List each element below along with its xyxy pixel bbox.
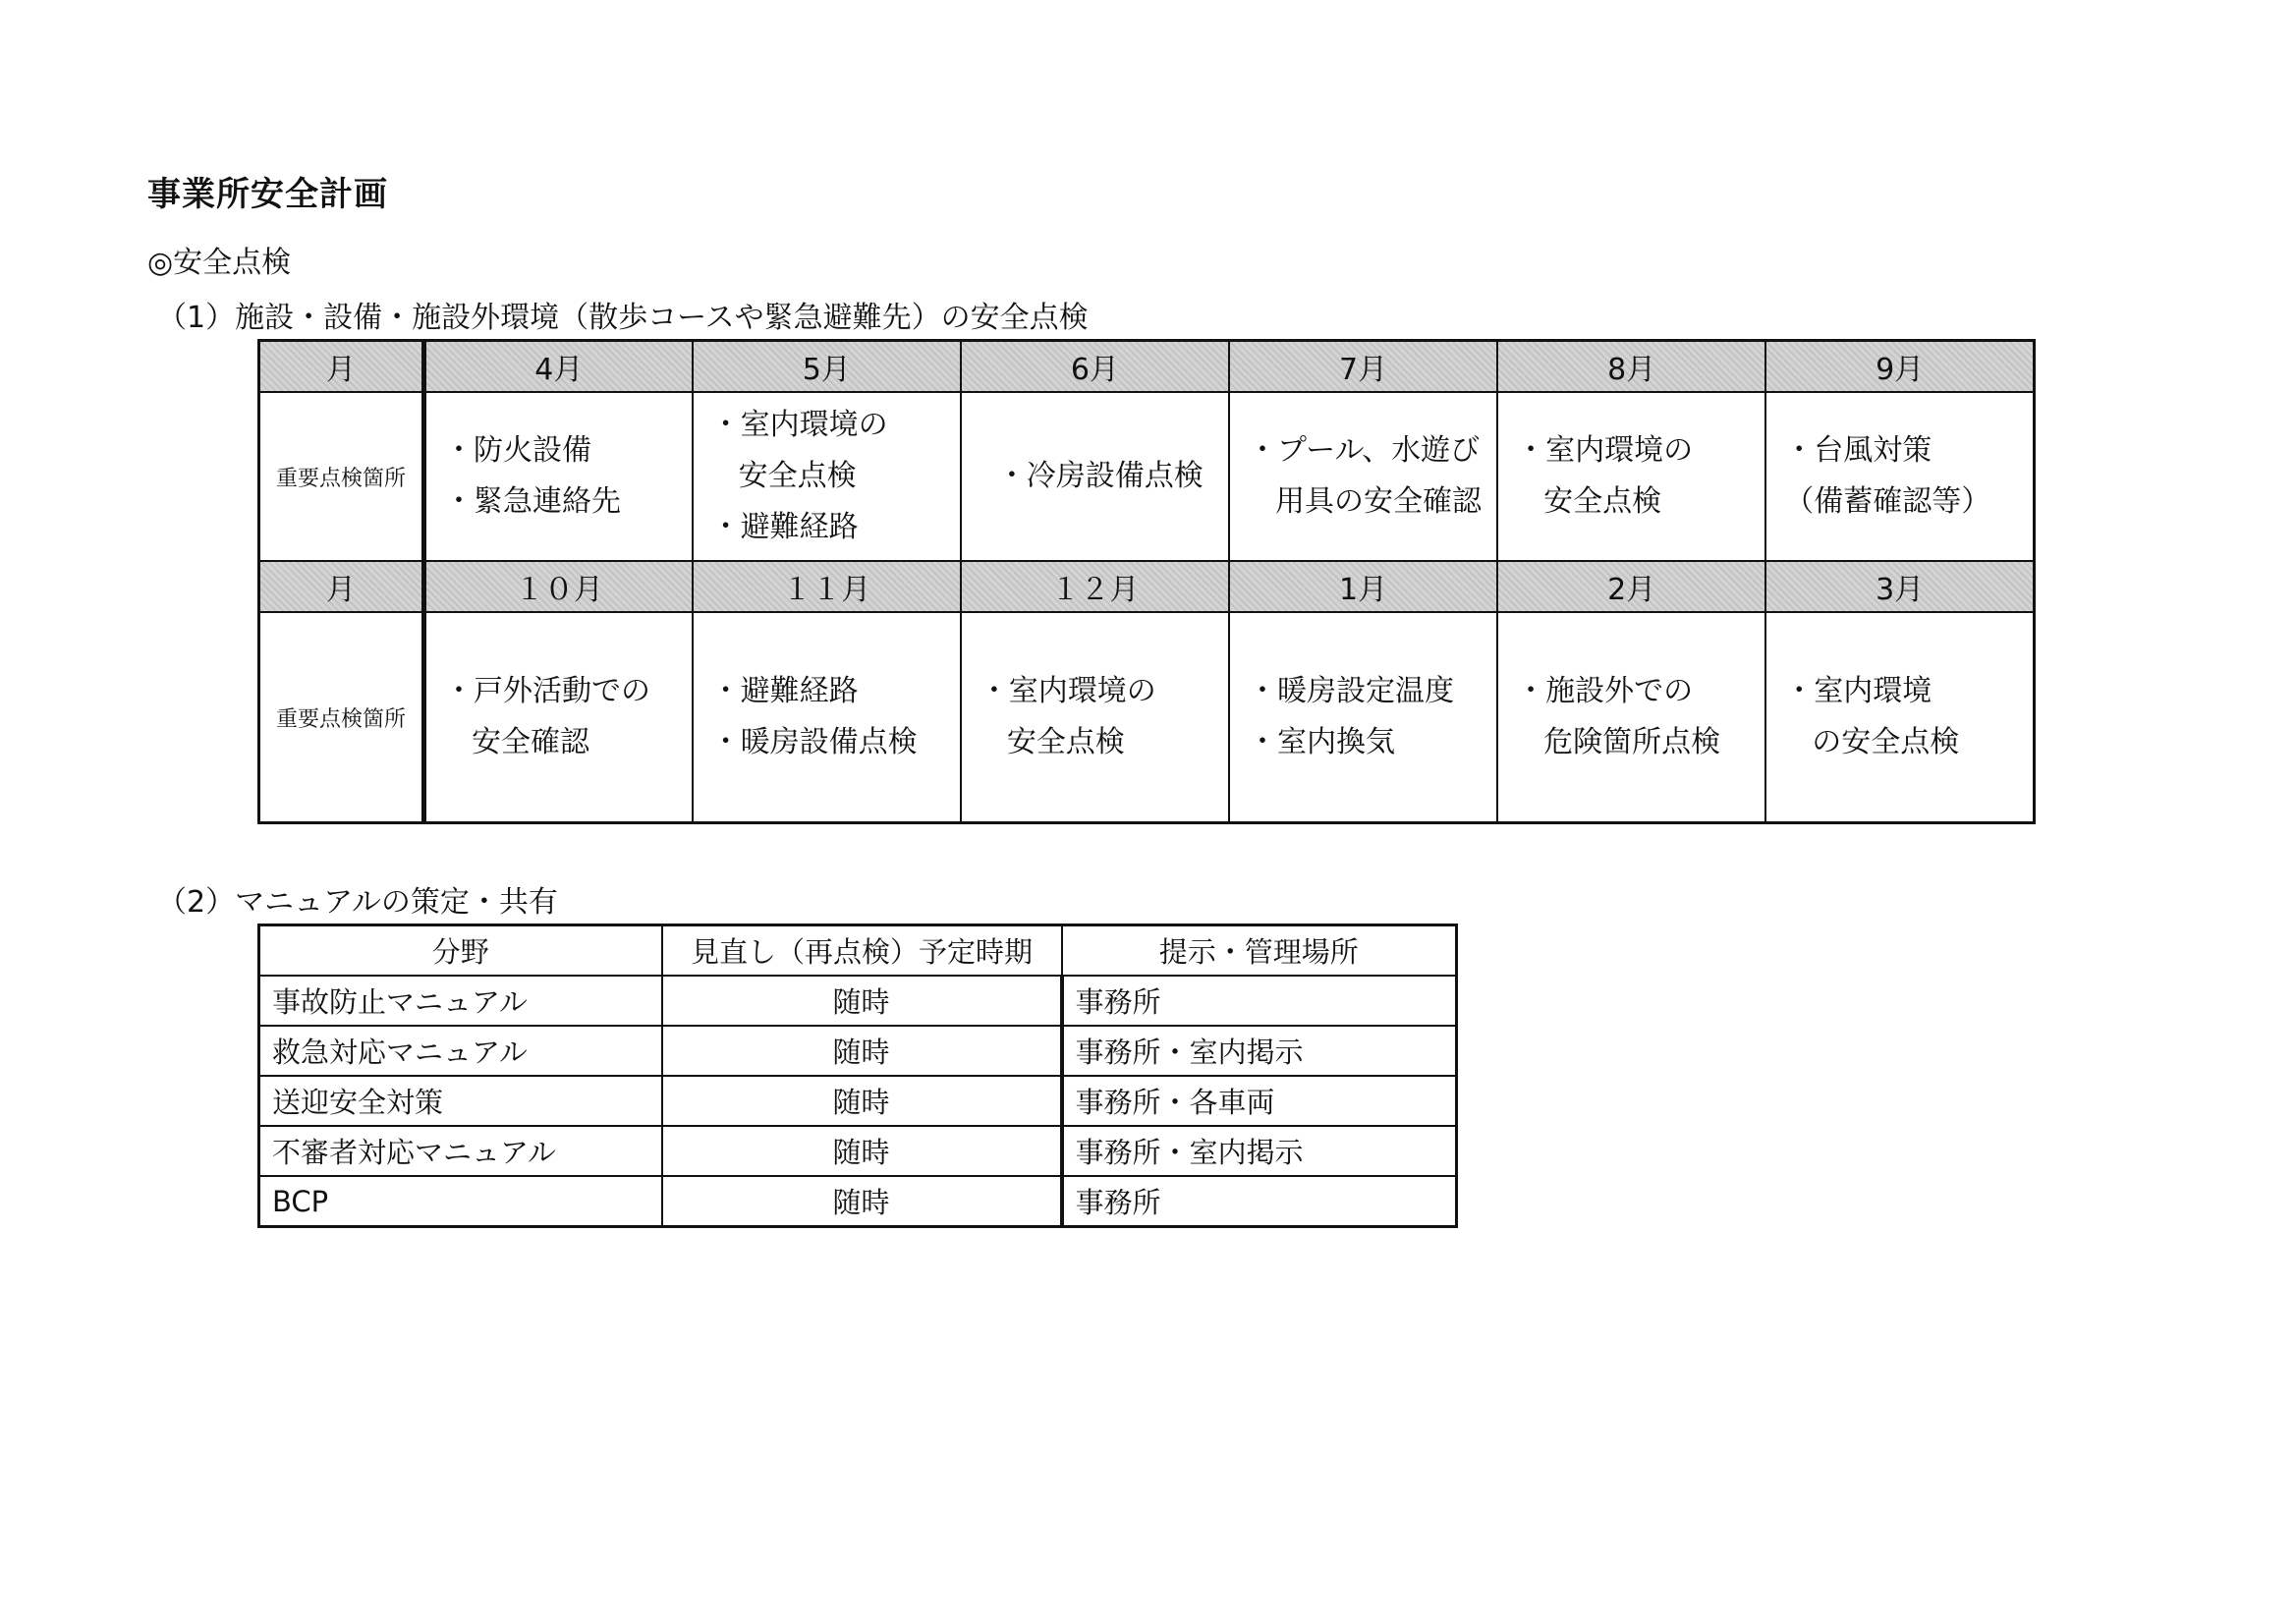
month-header-row-2	[259, 561, 2035, 612]
table-row	[259, 1126, 1457, 1176]
inspection-cell	[693, 612, 961, 823]
inspection-cell	[1229, 612, 1497, 823]
manual-location: 事務所	[1062, 976, 1457, 1026]
month-header: 3月	[1765, 561, 2034, 612]
table-row	[259, 1026, 1457, 1076]
manual-field: 事故防止マニュアル	[259, 976, 662, 1026]
month-header-row-1	[259, 341, 2035, 393]
inspection-item: 危険箇所点検	[1543, 725, 1721, 759]
inspection-cell	[1497, 392, 1765, 561]
inspection-item: ・避難経路	[710, 510, 859, 544]
page-title: 事業所安全計画	[147, 175, 388, 214]
inspection-cell	[693, 392, 961, 561]
row-label: 重要点検箇所	[259, 612, 424, 823]
inspection-item: ・避難経路	[710, 674, 859, 708]
month-header: １１月	[693, 561, 961, 612]
inspection-item: ・室内環境の	[1516, 433, 1694, 468]
inspection-item: ・施設外での	[1516, 674, 1694, 708]
month-header: 2月	[1497, 561, 1765, 612]
inspection-cell	[961, 612, 1229, 823]
inspection-item: 安全点検	[1006, 725, 1125, 759]
manual-field: 救急対応マニュアル	[259, 1026, 662, 1076]
manual-location: 事務所	[1062, 1176, 1457, 1227]
manual-timing: 随時	[662, 976, 1062, 1026]
inspection-row-1	[259, 392, 2035, 561]
manual-header-row	[259, 925, 1457, 977]
header-location: 提示・管理場所	[1062, 925, 1457, 977]
manual-field: 送迎安全対策	[259, 1076, 662, 1126]
inspection-table	[257, 339, 2036, 824]
month-header: １０月	[424, 561, 693, 612]
inspection-item: 安全確認	[472, 725, 589, 759]
inspection-item: ・台風対策	[1784, 433, 1932, 468]
inspection-item: ・暖房設定温度	[1247, 674, 1454, 708]
manual-timing: 随時	[662, 1126, 1062, 1176]
inspection-item: ・プール、水遊び	[1247, 433, 1481, 468]
table-row	[259, 976, 1457, 1026]
inspection-item: ・防火設備	[444, 433, 591, 468]
header-review-timing: 見直し（再点検）予定時期	[662, 925, 1062, 977]
inspection-item: ・暖房設備点検	[710, 725, 918, 759]
table-row	[259, 1176, 1457, 1227]
manual-location: 事務所・室内掲示	[1062, 1026, 1457, 1076]
month-label: 月	[259, 561, 424, 612]
inspection-cell	[424, 612, 693, 823]
header-field: 分野	[259, 925, 662, 977]
inspection-item: ・緊急連絡先	[444, 484, 621, 519]
inspection-item: の安全点検	[1812, 725, 1960, 759]
month-header: 7月	[1229, 341, 1497, 393]
subsection-heading-2: （2）マニュアルの策定・共有	[157, 885, 558, 920]
inspection-item: ・戸外活動での	[444, 674, 650, 708]
month-header: 6月	[961, 341, 1229, 393]
table-row	[259, 1076, 1457, 1126]
inspection-item: ・室内環境の	[979, 674, 1156, 708]
month-label: 月	[259, 341, 424, 393]
inspection-cell	[1229, 392, 1497, 561]
inspection-item: 用具の安全確認	[1274, 484, 1482, 519]
manual-location: 事務所・室内掲示	[1062, 1126, 1457, 1176]
inspection-cell	[1765, 612, 2034, 823]
month-header: 1月	[1229, 561, 1497, 612]
manual-timing: 随時	[662, 1176, 1062, 1227]
manual-field: BCP	[259, 1176, 662, 1227]
inspection-cell	[1497, 612, 1765, 823]
manual-table	[257, 924, 1458, 1228]
month-header: 9月	[1765, 341, 2034, 393]
inspection-item: ・室内環境	[1784, 674, 1932, 708]
manual-timing: 随時	[662, 1076, 1062, 1126]
inspection-item: 安全点検	[1543, 484, 1662, 519]
inspection-item: 安全点検	[738, 459, 857, 493]
inspection-cell	[961, 392, 1229, 561]
section-heading: ◎安全点検	[147, 246, 292, 280]
inspection-item: （備蓄確認等）	[1784, 484, 1991, 519]
month-header: １２月	[961, 561, 1229, 612]
month-header: 4月	[424, 341, 693, 393]
manual-timing: 随時	[662, 1026, 1062, 1076]
subsection-heading-1: （1）施設・設備・施設外環境（散歩コースや緊急避難先）の安全点検	[157, 301, 1089, 335]
month-header: 5月	[693, 341, 961, 393]
inspection-cell	[1765, 392, 2034, 561]
manual-field: 不審者対応マニュアル	[259, 1126, 662, 1176]
inspection-cell	[424, 392, 693, 561]
inspection-item: ・室内換気	[1247, 725, 1395, 759]
inspection-item: ・冷房設備点検	[996, 459, 1204, 493]
manual-location: 事務所・各車両	[1062, 1076, 1457, 1126]
inspection-row-2	[259, 612, 2035, 823]
month-header: 8月	[1497, 341, 1765, 393]
inspection-item: ・室内環境の	[710, 408, 888, 442]
row-label: 重要点検箇所	[259, 392, 424, 561]
